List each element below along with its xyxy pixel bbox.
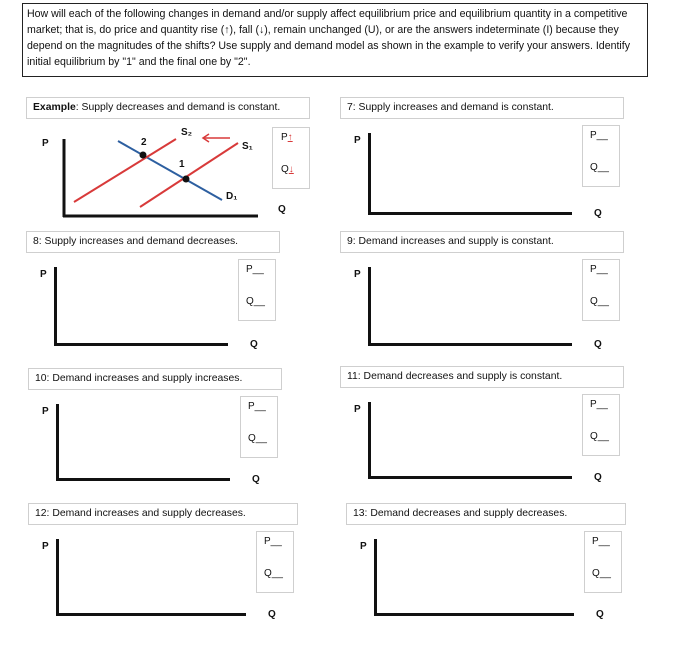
question-panel bbox=[28, 368, 282, 488]
label-s2: S₂ bbox=[181, 127, 193, 138]
question-title: 9: Demand increases and supply is constant. bbox=[340, 231, 624, 253]
answer-quantity-blank[interactable]: Q__ bbox=[590, 296, 609, 307]
question-panel bbox=[346, 503, 626, 623]
q-axis-line bbox=[56, 613, 246, 616]
answer-quantity-blank[interactable]: Q__ bbox=[590, 431, 609, 442]
q-axis-line bbox=[368, 476, 572, 479]
answer-price-blank[interactable]: P__ bbox=[246, 264, 264, 275]
question-title: 7: Supply increases and demand is constant. bbox=[340, 97, 624, 119]
answer-p-letter: P bbox=[281, 132, 288, 143]
answer-box[interactable] bbox=[238, 259, 276, 321]
question-title: 13: Demand decreases and supply decreases. bbox=[346, 503, 626, 525]
example-answer-box bbox=[272, 127, 310, 189]
question-panel bbox=[26, 231, 280, 353]
answer-price-blank[interactable]: P__ bbox=[264, 536, 282, 547]
answer-box[interactable] bbox=[256, 531, 294, 593]
answer-q-letter: Q bbox=[281, 164, 289, 175]
p-axis-line bbox=[368, 267, 371, 345]
p-axis-line bbox=[56, 404, 59, 480]
example-label: Example bbox=[33, 102, 76, 113]
axis-q-label: Q bbox=[278, 204, 286, 215]
question-title: 12: Demand increases and supply decreases. bbox=[28, 503, 298, 525]
p-axis-line bbox=[368, 133, 371, 214]
axis-p-label: P bbox=[360, 541, 367, 552]
answer-box[interactable] bbox=[582, 125, 620, 187]
axis-q-label: Q bbox=[594, 339, 602, 350]
answer-quantity bbox=[281, 164, 294, 175]
q-axis-line bbox=[368, 343, 572, 346]
answer-price-blank[interactable]: P__ bbox=[590, 130, 608, 141]
question-title: 11: Demand decreases and supply is constant. bbox=[340, 366, 624, 388]
question-panel bbox=[28, 503, 298, 623]
question-panel bbox=[340, 97, 624, 222]
p-axis-line bbox=[56, 539, 59, 615]
answer-price-blank[interactable]: P__ bbox=[590, 399, 608, 410]
question-title: 10: Demand increases and supply increases. bbox=[28, 368, 282, 390]
label-s1: S₁ bbox=[242, 141, 253, 152]
axis-q-label: Q bbox=[596, 609, 604, 620]
axis-q-label: Q bbox=[252, 474, 260, 485]
equilibrium-point-2 bbox=[140, 152, 147, 159]
question-title: 8: Supply increases and demand decreases. bbox=[26, 231, 280, 253]
answer-box[interactable] bbox=[240, 396, 278, 458]
answer-quantity-blank[interactable]: Q__ bbox=[590, 162, 609, 173]
axis-p-label: P bbox=[354, 135, 361, 146]
answer-box[interactable] bbox=[582, 394, 620, 456]
answer-price-blank[interactable]: P__ bbox=[592, 536, 610, 547]
axis-p-label: P bbox=[354, 404, 361, 415]
axis-q-label: Q bbox=[594, 472, 602, 483]
axis-q-label: Q bbox=[594, 208, 602, 219]
equilibrium-point-1 bbox=[183, 176, 190, 183]
p-axis-line bbox=[374, 539, 377, 615]
q-axis-line bbox=[56, 478, 230, 481]
answer-box[interactable] bbox=[582, 259, 620, 321]
q-axis-line bbox=[368, 212, 572, 215]
answer-box[interactable] bbox=[584, 531, 622, 593]
answer-q-arrow: ↓ bbox=[288, 164, 294, 175]
answer-price-blank[interactable]: P__ bbox=[248, 401, 266, 412]
answer-p-arrow: ↑ bbox=[287, 132, 293, 143]
answer-price-blank[interactable]: P__ bbox=[590, 264, 608, 275]
axis-q-label: Q bbox=[250, 339, 258, 350]
axis-p-label: P bbox=[40, 269, 47, 280]
example-graph bbox=[26, 97, 310, 222]
label-eq1: 1 bbox=[179, 159, 185, 170]
p-axis-line bbox=[54, 267, 57, 345]
p-axis-line bbox=[368, 402, 371, 478]
demand-curve-d1 bbox=[118, 141, 222, 200]
answer-quantity-blank[interactable]: Q__ bbox=[592, 568, 611, 579]
answer-quantity-blank[interactable]: Q__ bbox=[246, 296, 265, 307]
answer-price bbox=[281, 132, 293, 143]
axis-p-label: P bbox=[42, 138, 49, 149]
label-eq2: 2 bbox=[141, 137, 147, 148]
axis-q-label: Q bbox=[268, 609, 276, 620]
q-axis-line bbox=[374, 613, 574, 616]
axis-p-label: P bbox=[354, 269, 361, 280]
example-panel bbox=[26, 97, 310, 222]
example-title: : Supply decreases and demand is constant. bbox=[75, 102, 281, 113]
question-panel bbox=[340, 231, 624, 353]
axis-p-label: P bbox=[42, 541, 49, 552]
answer-quantity-blank[interactable]: Q__ bbox=[264, 568, 283, 579]
answer-quantity-blank[interactable]: Q__ bbox=[248, 433, 267, 444]
axis-p-label: P bbox=[42, 406, 49, 417]
instructions-text: How will each of the following changes in demand and/or supply affect equilibrium price and equilibrium quantity in a competitive market; that is, do price and quantity rise (↑), fall (↓), remain unchanged (U), or are the answers indeterminate (I) because they depend on the magnitudes of the shifts? Use supply and demand model as shown in the example to verify your answers. Identify initial equilibrium by "1" and the final one by "2". bbox=[22, 3, 648, 77]
q-axis-line bbox=[54, 343, 228, 346]
question-panel bbox=[340, 366, 624, 486]
label-d1: D₁ bbox=[226, 191, 238, 202]
